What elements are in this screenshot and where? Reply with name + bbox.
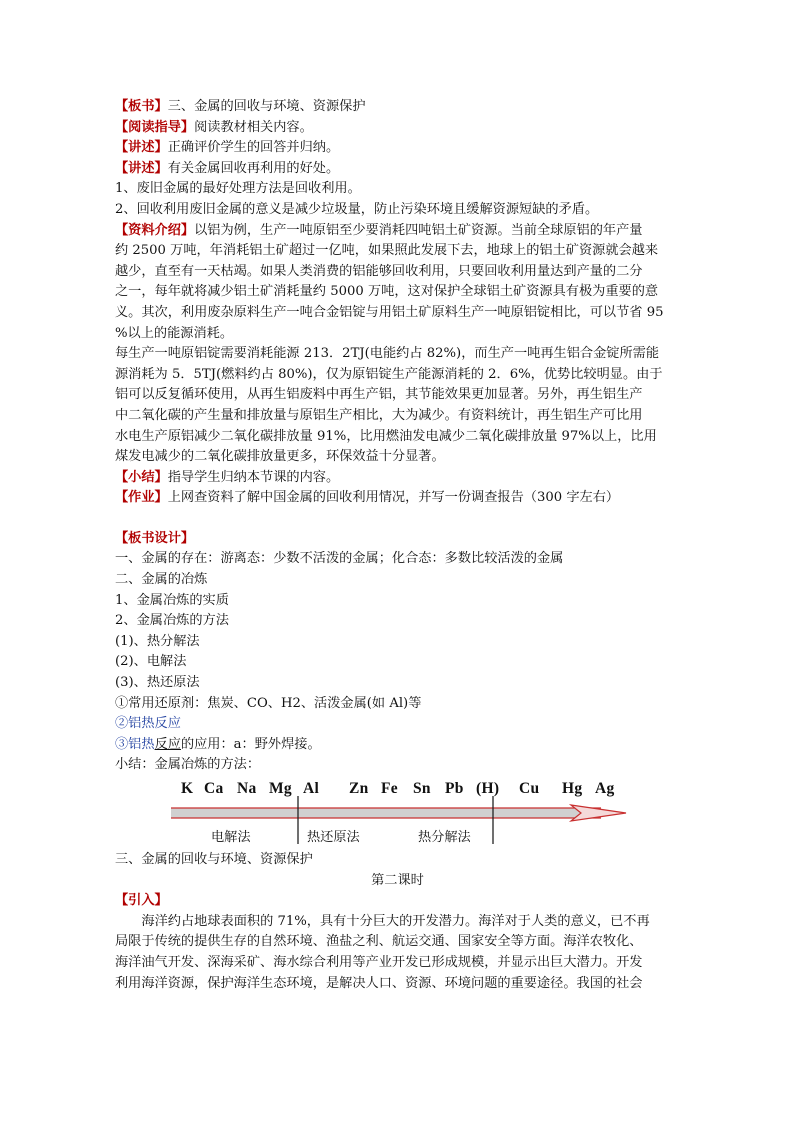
info-line: 之一，每年就将减少铝土矿消耗量约 5000 万吨，这对保护全球铝土矿资源具有极为重要的意: [115, 284, 659, 300]
summary: 【小结】指导学生归纳本节课的内容。: [115, 469, 340, 485]
element-ag: Ag: [595, 780, 615, 797]
intro-line: 局限于传统的提供生存的自然环境、渔盐之利、航运交通、国家安全等方面。海洋农牧化、: [115, 934, 643, 950]
intro-line: 利用海洋资源，保护海洋生态环境，是解决人口、资源、环境问题的重要途径。我国的社会: [115, 975, 643, 991]
metal-activity-series: [171, 778, 631, 850]
design-line: 一、金属的存在：游离态：少数不活泼的金属；化合态：多数比较活泼的金属: [115, 551, 564, 567]
element-na: Na: [237, 780, 257, 797]
design-heading: 【板书设计】: [115, 530, 195, 546]
zone-thermal-decomposition: 热分解法: [418, 830, 471, 845]
info-line: 源消耗为 5．5TJ(燃料约占 80%)，仅为原铝锭生产能源消耗的 2．6%，优势比较明显。由于: [115, 366, 663, 382]
element-sn: Sn: [413, 780, 431, 797]
element-fe: Fe: [381, 780, 398, 797]
zone-electrolysis: 电解法: [211, 830, 251, 845]
info-line: %以上的能源消耗。: [115, 325, 234, 341]
info-line: 中二氧化碳的产生量和排放量与原铝生产相比，大为减少。有资料统计，再生铝生产可比用: [115, 407, 643, 423]
point-2: 2、回收利用废旧金属的意义是减少垃圾量，防止污染环境且缓解资源短缺的矛盾。: [115, 201, 599, 217]
homework: 【作业】上网查资料了解中国金属的回收利用情况，并写一份调查报告（300 字左右）: [115, 490, 620, 506]
element-mg: Mg: [269, 780, 292, 797]
method-summary-label: 小结：金属冶炼的方法：: [115, 757, 261, 773]
design-line: (1)、热分解法: [115, 633, 200, 649]
element-ca: Ca: [204, 780, 224, 797]
element-k: K: [181, 780, 194, 797]
element-zn: Zn: [349, 780, 369, 797]
design-line: (3)、热还原法: [115, 675, 200, 691]
element-hg: Hg: [562, 780, 583, 797]
point-1: 1、废旧金属的最好处理方法是回收利用。: [115, 181, 361, 197]
section-board: 【板书】三、金属的回收与环境、资源保护: [115, 99, 366, 114]
section-3-heading: 三、金属的回收与环境、资源保护: [115, 852, 313, 867]
lesson-2-heading: 第二课时: [371, 872, 424, 888]
info-line: 每生产一吨原铝锭需要消耗能源 213．2TJ(电能约占 82%)，而生产一吨再生铝合金锭所需能: [115, 346, 660, 362]
document-page: [115, 97, 680, 994]
design-line: 1、金属冶炼的实质: [115, 592, 229, 608]
info-line: 义。其次，利用废杂原料生产一吨合金铝锭与用铝土矿原料生产一吨原铝锭相比，可以节省 95: [115, 304, 664, 320]
element-al: Al: [303, 780, 320, 797]
spacer: [115, 509, 680, 529]
info-line: 水电生产原铝减少二氧化碳排放量 91%，比用燃油发电减少二氧化碳排放量 97%以上，比用: [115, 428, 657, 444]
section-reading-guide: 【阅读指导】阅读教材相关内容。: [115, 119, 313, 135]
info-line: 【资料介绍】以铝为例，生产一吨原铝至少要消耗四吨铝土矿资源。当前全球原铝的年产量: [115, 222, 643, 238]
design-line: (2)、电解法: [115, 654, 187, 670]
element-h: (H): [476, 780, 500, 797]
section-lecture-1: 【讲述】正确评价学生的回答并归纳。: [115, 140, 340, 156]
thermite-application: ③铝热反应的应用：a：野外焊接。: [115, 736, 321, 752]
design-line: 二、金属的冶炼: [115, 572, 208, 588]
section-lecture-2: 【讲述】有关金属回收再利用的好处。: [115, 160, 340, 176]
info-line: 越少，直至有一天枯竭。如果人类消费的铝能够回收利用，只要回收利用量达到产量的二分: [115, 263, 643, 279]
intro-line: 海洋油气开发、深海采矿、海水综合利用等产业开发已形成规模，并显示出巨大潜力。开发: [115, 954, 643, 970]
intro-line: 海洋约占地球表面积的 71%，具有十分巨大的开发潜力。海洋对于人类的意义，已不再: [141, 913, 650, 929]
element-pb: Pb: [445, 780, 464, 797]
info-line: 约 2500 万吨，年消耗铝土矿超过一亿吨，如果照此发展下去，地球上的铝土矿资源就会越来: [115, 243, 659, 259]
info-line: 煤发电减少的二氧化碳排放量更多，环保效益十分显著。: [115, 449, 445, 465]
intro-heading: 【引入】: [115, 893, 168, 909]
element-cu: Cu: [519, 780, 540, 797]
design-line: ①常用还原剂：焦炭、CO、H2、活泼金属(如 Al)等: [115, 695, 422, 711]
design-line: 2、金属冶炼的方法: [115, 613, 229, 629]
info-line: 铝可以反复循环使用，从再生铝废料中再生产铝，其节能效果更加显著。另外，再生铝生产: [115, 387, 643, 403]
zone-thermal-reduction: 热还原法: [307, 830, 360, 845]
thermite-reaction: ②铝热反应: [115, 716, 181, 732]
